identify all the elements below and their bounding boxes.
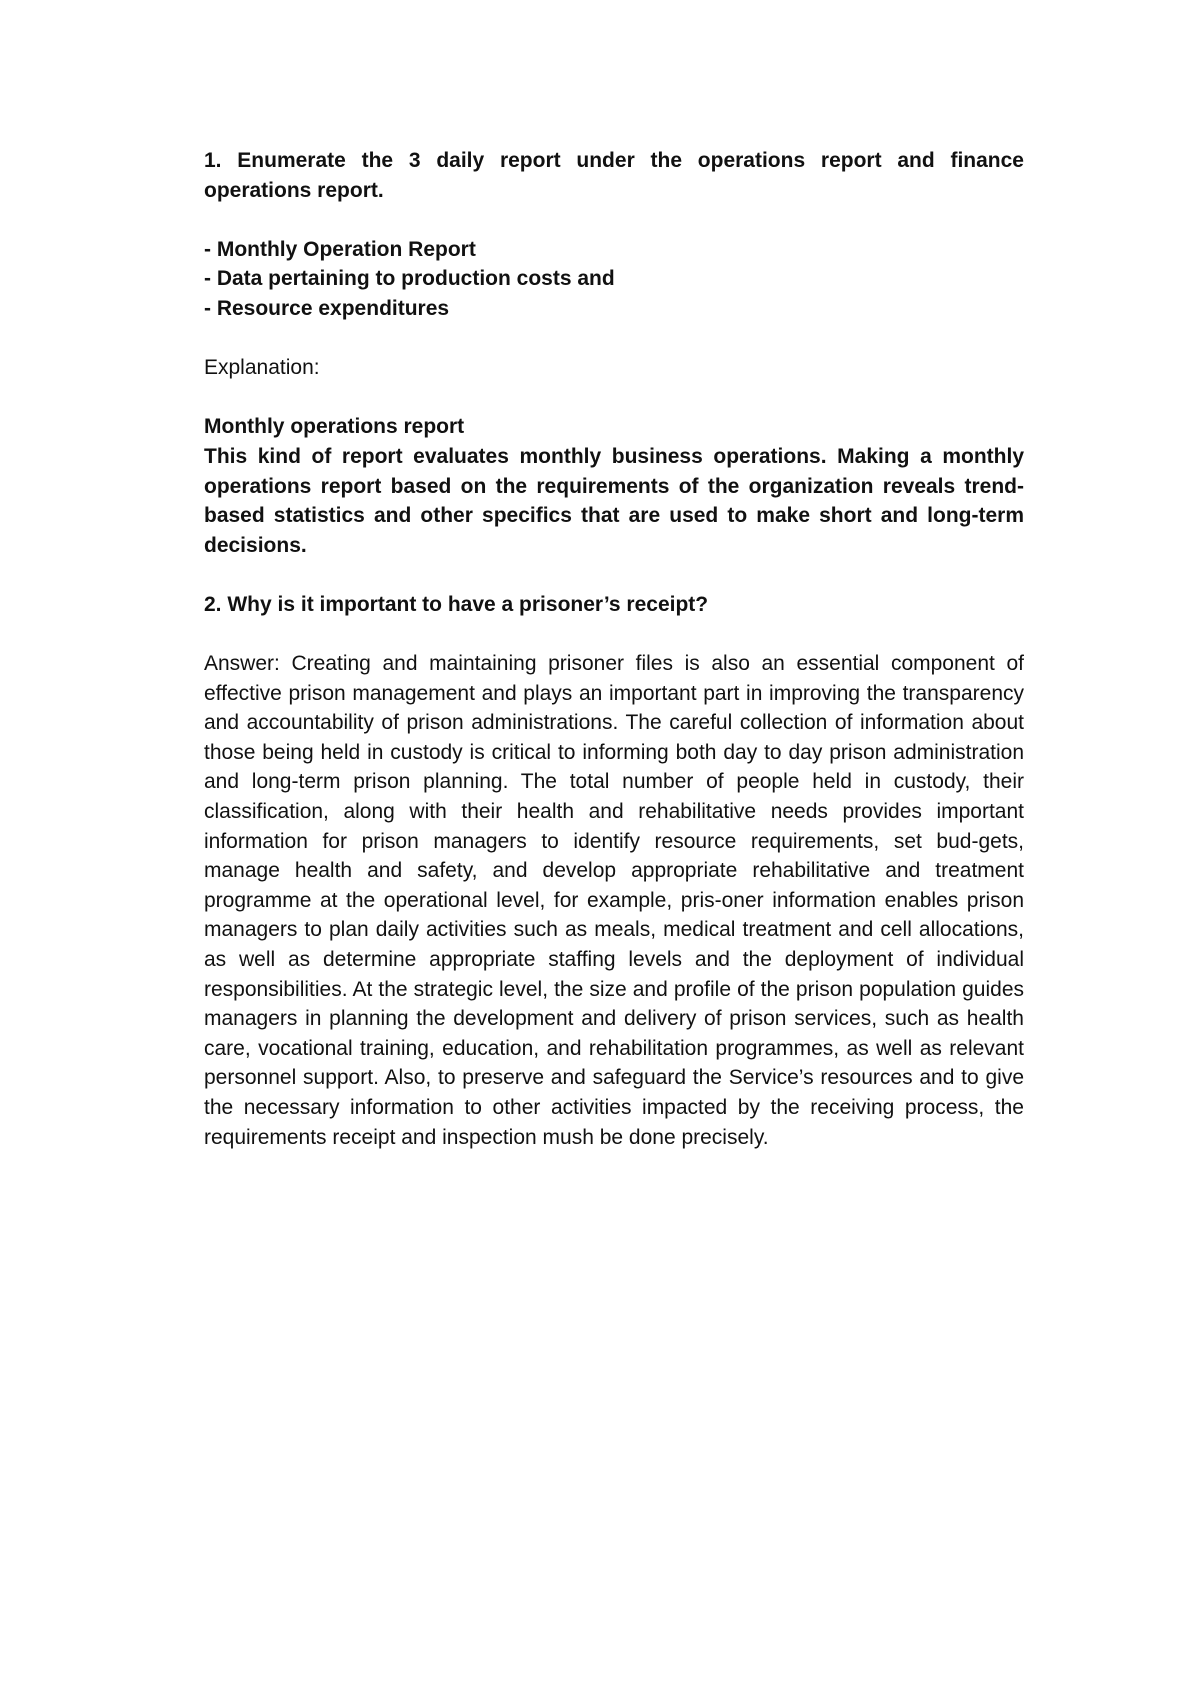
- spacer: [204, 324, 1024, 354]
- question-2: 2. Why is it important to have a prisoner’s receipt?: [204, 592, 709, 616]
- explanation-subheading: Monthly operations report: [204, 415, 465, 439]
- spacer: [204, 205, 1024, 235]
- spacer: [204, 560, 1024, 590]
- question-1-answer-list: [204, 235, 1024, 324]
- explanation-paragraph: This kind of report evaluates monthly business operations. Making a monthly operations report based on the requirements of the organization reveals trend-based statistics and other specifics that are used to make short and long-term decisions.: [204, 444, 1024, 557]
- list-item: - Resource expenditures: [204, 296, 450, 320]
- question-2-answer: Answer: Creating and maintaining prisoner files is also an essential component of effective prison management and plays an important part in improving the transparency and accountability of prison administrations. The careful collection of information about those being held in custody is critical to informing both day to day prison administration and long-term prison planning. The total number of people held in custody, their classification, along with their health and rehabilitative needs provides important information for prison managers to identify resource requirements, set bud-gets, manage health and safety, and develop appropriate rehabilitative and treatment programme at the operational level, for example, pris-oner information enables prison managers to plan daily activities such as meals, medical treatment and cell allocations, as well as determine appropriate staffing levels and the deployment of individual responsibilities. At the strategic level, the size and profile of the prison population guides managers in planning the development and delivery of prison services, such as health care, vocational training, education, and rehabilitation programmes, as well as relevant personnel support. Also, to preserve and safeguard the Service’s resources and to give the necessary information to other activities impacted by the receiving process, the requirements receipt and inspection mush be done precisely.: [204, 652, 1024, 1149]
- spacer: [204, 383, 1024, 413]
- list-item: - Data pertaining to production costs and: [204, 267, 615, 291]
- spacer: [204, 620, 1024, 650]
- list-item: - Monthly Operation Report: [204, 237, 476, 261]
- question-1: 1. Enumerate the 3 daily report under the operations report and finance operations report.: [204, 149, 1024, 202]
- document-body: [204, 146, 1024, 1152]
- explanation-label: Explanation:: [204, 356, 320, 380]
